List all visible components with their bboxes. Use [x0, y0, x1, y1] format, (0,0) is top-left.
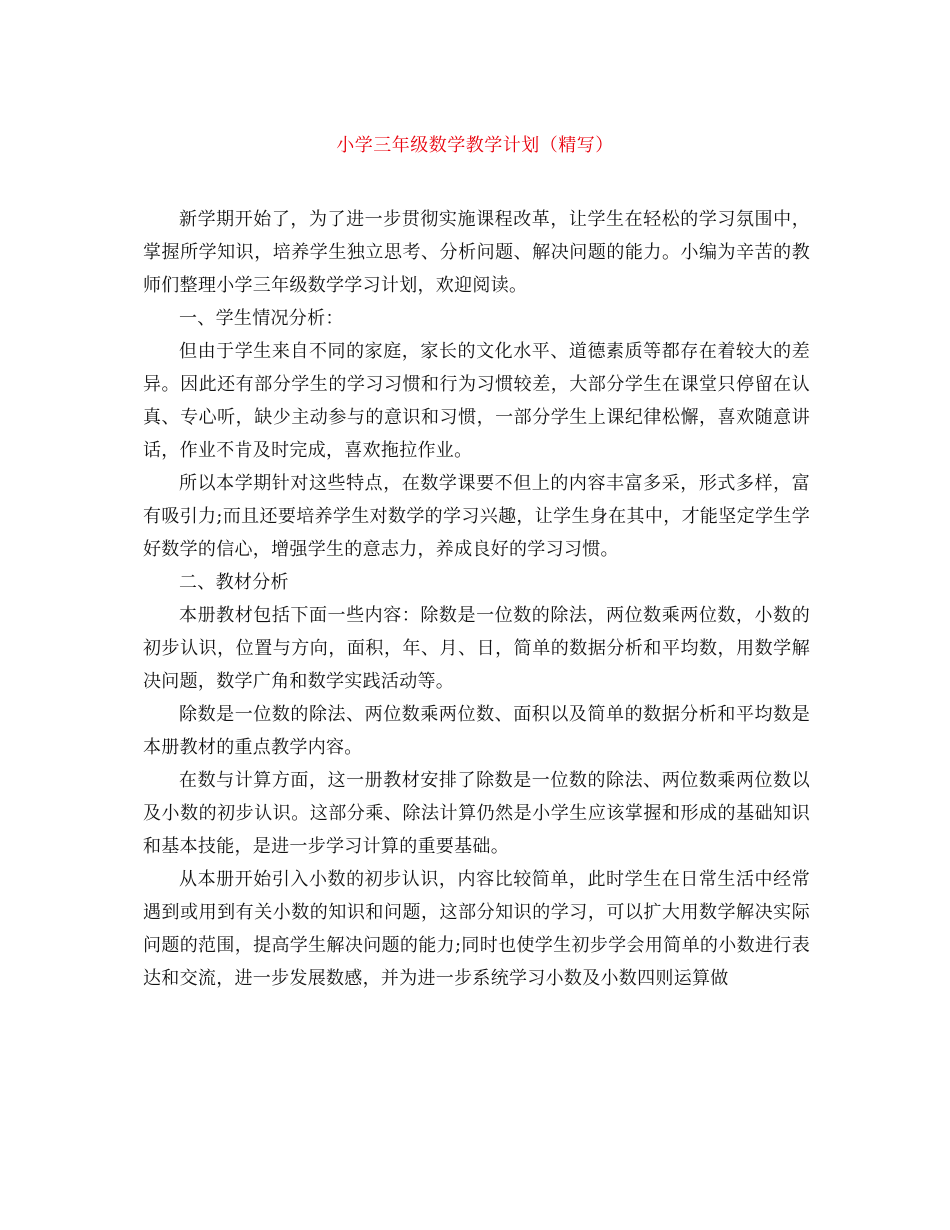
document-title: 小学三年级数学教学计划（精写）	[336, 135, 614, 156]
student-analysis-paragraph: 但由于学生来自不同的家庭，家长的文化水平、道德素质等都存在着较大的差异。因此还有部分学生的学习习惯和行为习惯较差，大部分学生在课堂只停留在认真、专心听，缺少主动参与的意识和习惯，一部分学生上课纪律松懈，喜欢随意讲话，作业不肯及时完成，喜欢拖拉作业。	[143, 341, 810, 461]
textbook-contents-paragraph: 本册教材包括下面一些内容：除数是一位数的除法，两位数乘两位数，小数的初步认识，位置与方向，面积，年、月、日，简单的数据分析和平均数，用数学解决问题，数学广角和数学实践活动等。	[143, 605, 810, 692]
calculation-paragraph: 在数与计算方面，这一册教材安排了除数是一位数的除法、两位数乘两位数以及小数的初步认识。这部分乘、除法计算仍然是小学生应该掌握和形成的基础知识和基本技能，是进一步学习计算的重要基础。	[143, 770, 810, 857]
section-heading-student-analysis: 一、学生情况分析：	[179, 308, 344, 329]
document-body	[143, 203, 810, 995]
teaching-focus-paragraph: 所以本学期针对这些特点，在数学课要不但上的内容丰富多采，形式多样，富有吸引力;而且还要培养学生对数学的学习兴趣，让学生身在其中，才能坚定学生学好数学的信心，增强学生的意志力，养成良好的学习习惯。	[143, 473, 810, 560]
intro-paragraph: 新学期开始了，为了进一步贯彻实施课程改革，让学生在轻松的学习氛围中，掌握所学知识，培养学生独立思考、分析问题、解决问题的能力。小编为辛苦的教师们整理小学三年级数学学习计划，欢迎阅读。	[143, 209, 810, 296]
decimals-paragraph: 从本册开始引入小数的初步认识，内容比较简单，此时学生在日常生活中经常遇到或用到有关小数的知识和问题，这部分知识的学习，可以扩大用数学解决实际问题的范围，提高学生解决问题的能力;同时也使学生初步学会用简单的小数进行表达和交流，进一步发展数感，并为进一步系统学习小数及小数四则运算做	[143, 869, 810, 989]
key-content-paragraph: 除数是一位数的除法、两位数乘两位数、面积以及简单的数据分析和平均数是本册教材的重点教学内容。	[143, 704, 810, 758]
section-heading-textbook-analysis: 二、教材分析	[179, 572, 289, 593]
